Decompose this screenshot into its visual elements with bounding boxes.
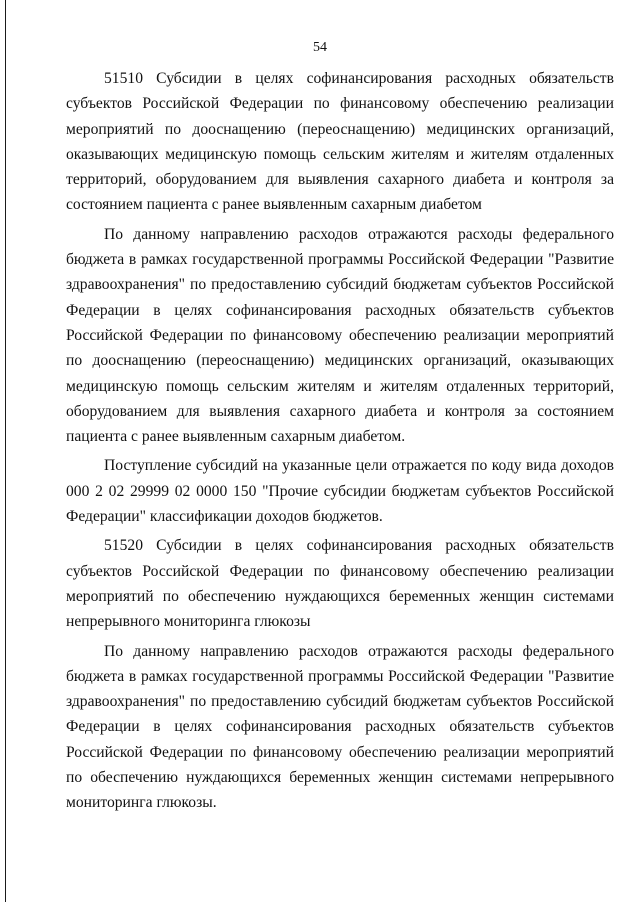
document-body (66, 66, 614, 820)
paragraph-subsidy-51510-description: По данному направлению расходов отражаются расходы федерального бюджета в рамках государственной программы Российской Федерации "Развитие здравоохранения" по предоставлению субсидий бюджетам субъектов Российской Федерации в целях софинансирования расходных обязательств субъектов Российской Федерации по финансовому обеспечению реализации мероприятий по дооснащению (переоснащению) медицинских организаций, оказывающих медицинскую помощь сельским жителям и жителям отдаленных территорий, оборудованием для выявления сахарного диабета и контроля за состоянием пациента с ранее выявленным сахарным диабетом. (66, 225, 614, 446)
page-number: 54 (313, 40, 327, 55)
paragraph-subsidy-51520-description: По данному направлению расходов отражаются расходы федерального бюджета в рамках государственной программы Российской Федерации "Развитие здравоохранения" по предоставлению субсидий бюджетам субъектов Российской Федерации в целях софинансирования расходных обязательств субъектов Российской Федерации по финансовому обеспечению реализации мероприятий по обеспечению нуждающихся беременных женщин системами непрерывного мониторинга глюкозы. (66, 642, 614, 812)
paragraph-subsidy-51510-title: 51510 Субсидии в целях софинансирования расходных обязательств субъектов Российской Федерации по финансовому обеспечению реализации мероприятий по дооснащению (переоснащению) медицинских организаций, оказывающих медицинскую помощь сельским жителям и жителям отдаленных территорий, оборудованием для выявления сахарного диабета и контроля за состоянием пациента с ранее выявленным сахарным диабетом (66, 70, 614, 214)
paragraph-subsidy-51520-title: 51520 Субсидии в целях софинансирования расходных обязательств субъектов Российской Федерации по финансовому обеспечению реализации мероприятий по обеспечению нуждающихся беременных женщин системами непрерывного мониторинга глюкозы (66, 537, 614, 631)
page-edge-line (5, 0, 6, 902)
paragraph-subsidy-51510-income-code: Поступление субсидий на указанные цели отражается по коду вида доходов 000 2 02 29999 02 0000 150 "Прочие субсидии бюджетам субъектов Российской Федерации" классификации доходов бюджетов. (66, 457, 614, 526)
